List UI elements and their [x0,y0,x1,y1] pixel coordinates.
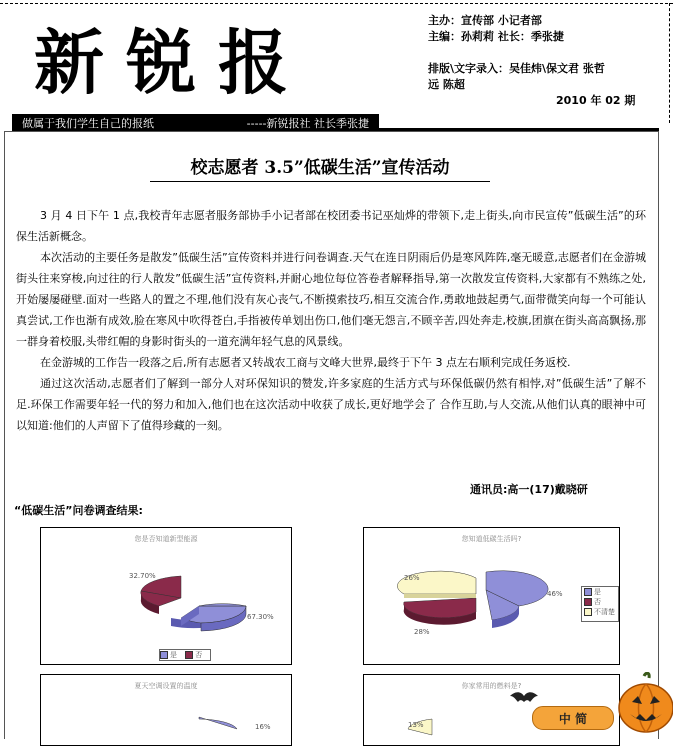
input-method-bar[interactable] [532,706,614,730]
chart-new-energy-svg [41,528,291,664]
article-frame-top [4,131,658,132]
editors-line: 主编：孙莉莉 社长：季张捷 [428,30,564,43]
article-byline: 通讯员:高一(17)戴晓研 [470,483,588,496]
article-paragraph: 3 月 4 日下午 1 点,我校青年志愿者服务部协手小记者部在校团委书记巫灿烨的带领下,走上街头,向市民宣传”低碳生活”的环保生活新概念。 [16,209,646,243]
chart-legend [581,586,619,622]
legend-label: 否 [195,651,203,659]
masthead-title: 新锐报 [34,21,310,104]
legend-label: 否 [594,598,601,606]
chart-new-energy [40,527,292,665]
pie-label: 13% [408,721,424,729]
legend-swatch [584,598,592,606]
pie-slice-yes [171,604,246,631]
typesetting-line-2: 远 陈超 [428,78,465,91]
chart-title: 您知道低碳生活吗? [461,535,522,543]
pie-label-no: 28% [414,628,430,636]
sponsor-line: 主办：宣传部 小记者部 [428,14,542,27]
pumpkin-icon [618,672,673,734]
article-body [16,205,646,436]
pie-label: 16% [255,723,271,731]
banner-slogan: 做属于我们学生自己的报纸 [22,116,154,130]
typesetting-line: 排版\文字录入：吴佳炜\保文君 张哲 [428,62,605,75]
chart-title: 你家常用的燃料是? [461,682,522,690]
legend-swatch [185,651,193,659]
legend-label: 不清楚 [594,608,615,616]
chart-ac-temperature-svg [41,675,291,745]
pie-slice-yes [486,571,548,628]
chart-low-carbon [363,527,620,665]
legend-label: 是 [170,651,177,659]
survey-heading: “低碳生活”问卷调查结果: [14,504,143,517]
article-paragraph: 本次活动的主要任务是散发”低碳生活”宣传资料并进行问卷调查.天气在连日阴雨后仍是寒风阵阵,毫无暖意,志愿者们在金游城街头往来穿梭,向过往的行人散发”低碳生活”宣传资料,并耐心地位每位答卷者解释指导,第一次散发宣传资料,大家都有不熟练之处,开始屡屡碰壁.面对一些路人的置之不理,他们没有灰心丧气,不断摸索技巧,相互交流合作,勇敢地鼓起勇气,面带微笑向每一个可能认真尝试,工作也渐有成效,脸在寒风中吹得苍白,手指被传单划出伤口,他们毫无怨言,不顾辛苦,四处奔走,校旗,团旗在街头高高飘扬,那一群身着校服,头带红帽的身影时街头的一道充满年轻气息的风景线。 [16,251,646,348]
chart-title: 您是否知道新型能源 [134,535,198,543]
chart-title: 夏天空调设置的温度 [134,682,198,690]
input-method-label: 中 简 [558,711,588,726]
chart-legend [159,649,211,661]
pie-label-yes: 67.30% [247,613,274,621]
pie-slice [199,717,237,729]
article-frame-right [658,131,659,739]
article-frame-left [4,131,5,739]
chart-ac-temperature [40,674,292,746]
pie-label-no: 32.70% [129,572,156,580]
pie-slice-no [404,598,476,625]
legend-swatch [584,608,592,616]
bat-icon [510,690,538,706]
legend-swatch [160,651,168,659]
banner-signature: -----新锐报社 社长季张捷 [246,116,369,130]
legend-label: 是 [594,588,601,596]
issue-number: 2010 年 02 期 [556,94,636,107]
article-paragraph: 在金游城的工作告一段落之后,所有志愿者又转战农工商与文峰大世界,最终于下午 3 点左右顺利完成任务返校. [40,356,571,369]
right-dashed-border [669,3,670,123]
legend-swatch [584,588,592,596]
top-dashed-border [0,3,673,4]
slogan-banner [12,114,379,131]
article-paragraph: 通过这次活动,志愿者们了解到一部分人对环保知识的赞发,许多家庭的生活方式与环保低碳仍然有相悖,对”低碳生活”了解不足.环保工作需要年轻一代的努力和加入,他们也在这次活动中收获了成长,更好地学会了 合作互助,与人交流,从他们认真的眼神中可以知道:他们的人声留下了值得珍藏的一刻。 [16,377,646,432]
pie-slice-no [141,576,181,614]
article-headline: 校志愿者 3.5”低碳生活”宣传活动 [190,158,450,178]
pie-label-unknown: 26% [404,574,420,582]
headline-underline [150,181,490,182]
pie-label-yes: 46% [547,590,563,598]
